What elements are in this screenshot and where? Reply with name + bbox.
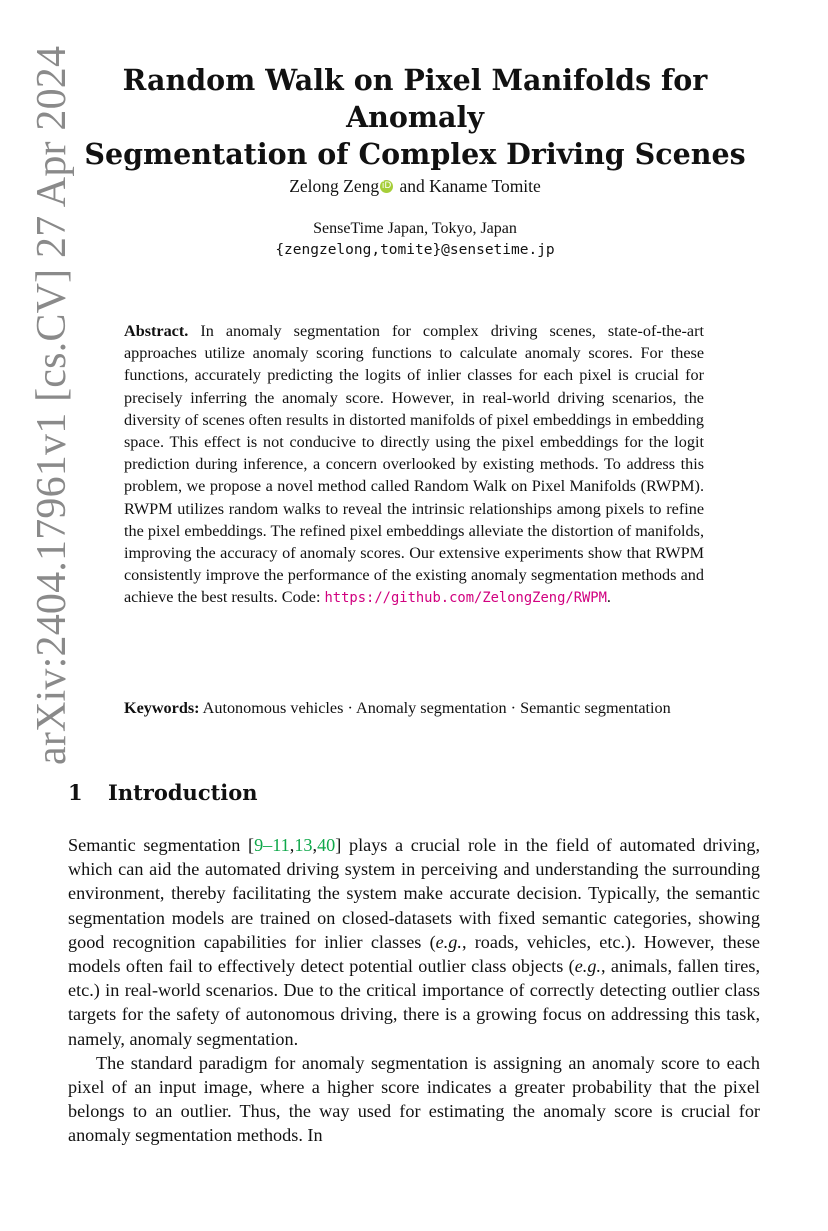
section-heading	[68, 780, 258, 805]
para1-sep-1: ,	[289, 835, 295, 855]
title-line-1: Random Walk on Pixel Manifolds for Anomaly	[122, 63, 708, 134]
para1-eg-1: e.g.	[435, 931, 462, 952]
keywords-label: Keywords:	[124, 699, 200, 717]
title-line-2: Segmentation of Complex Driving Scenes	[84, 137, 746, 171]
para1-eg-2: e.g.	[574, 956, 601, 977]
arxiv-identifier: arXiv:2404.17961v1 [cs.CV] 27 Apr 2024	[29, 45, 75, 765]
para1-text-d: , animals, fallen tires, etc.) in real-world scenarios. Due to the critical importance of correctly detecting outlier class targets for the safety of autonomous driving, there is a growing focus on addressing this task, namely, anomaly segmentation.	[68, 956, 760, 1049]
abstract-end: .	[606, 588, 611, 607]
abstract	[124, 320, 704, 610]
code-link[interactable]: https://github.com/ZelongZeng/RWPM	[324, 590, 607, 607]
abstract-text: In anomaly segmentation for complex driving scenes, state-of-the-art approaches utilize anomaly scoring functions to calculate anomaly scores. For these functions, accurately predicting the logits of inlier classes for each pixel is crucial for precisely inferring the anomaly score. However, in real-world driving scenarios, the diversity of scenes often results in distorted manifolds of pixel embeddings in embedding space. This effect is not conducive to directly using the pixel embeddings for the logit prediction during inference, a concern overlooked by existing methods. To address this problem, we propose a novel method called Random Walk on Pixel Manifolds (RWPM). RWPM utilizes random walks to reveal the intrinsic relationships among pixels to refine the pixel embeddings. The refined pixel embeddings alleviate the distortion of manifolds, improving the accuracy of anomaly scores. Our extensive experiments show that RWPM consistently improve the performance of the existing anomaly segmentation methods and achieve the best results. Code:	[124, 322, 704, 607]
keywords-text: Autonomous vehicles · Anomaly segmentation · Semantic segmentation	[199, 699, 671, 717]
section-title: Introduction	[108, 780, 258, 805]
section-number: 1	[68, 780, 83, 805]
para1-text-a: Semantic segmentation [	[68, 835, 255, 855]
orcid-icon[interactable]: iD	[381, 181, 392, 191]
para1-text-c: , roads, vehicles, etc.). However, these models often fail to effectively detect potential outlier class objects (	[68, 931, 760, 977]
abstract-label: Abstract.	[124, 322, 189, 340]
authors	[60, 176, 770, 197]
para1-text-b: ] plays a crucial role in the field of automated driving, which can aid the automated driving system in perceiving and understanding the surrounding environment, thereby facilitating the system make accurate decision. Typically, the semantic segmentation models are trained on closed-datasets with fixed semantic categories, showing good recognition capabilities for inlier classes (	[68, 835, 760, 952]
keywords	[124, 697, 704, 719]
citation-link[interactable]: 13	[294, 835, 313, 855]
paragraph-2: The standard paradigm for anomaly segmentation is assigning an anomaly score to each pixel of an input image, where a higher score indicates a greater probability that the pixel belongs to an outlier. Thus, the way used for estimating the anomaly score is crucial for anomaly segmentation methods. In	[68, 1052, 760, 1146]
para1-sep-2: ,	[312, 835, 318, 855]
citation-link[interactable]: 40	[317, 835, 336, 855]
citation-link[interactable]: 9–11	[254, 835, 290, 855]
affiliation: SenseTime Japan, Tokyo, Japan	[313, 220, 517, 237]
author-emails: {zengzelong,tomite}@sensetime.jp	[275, 242, 555, 258]
paper-title	[60, 62, 770, 173]
paragraph-1	[68, 833, 760, 1051]
author-kaname-tomite: and Kaname Tomite	[395, 176, 541, 196]
introduction-body	[68, 833, 760, 1148]
author-zelong-zeng: Zelong Zeng	[289, 176, 380, 196]
